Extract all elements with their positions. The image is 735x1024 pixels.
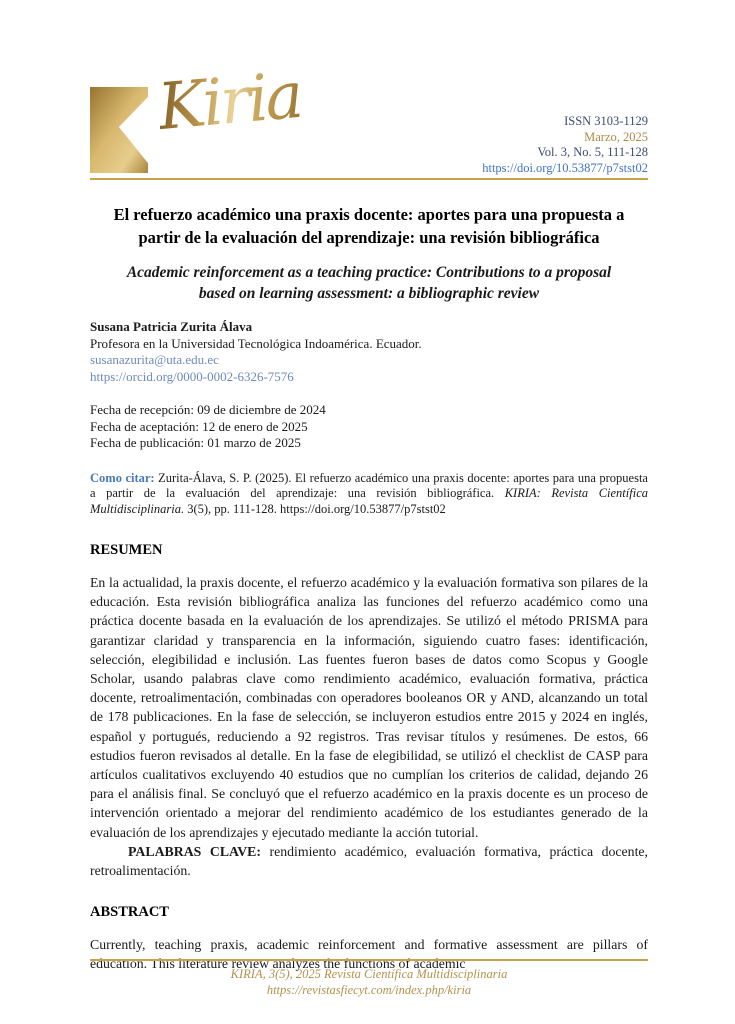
keywords-paragraph (90, 842, 648, 880)
publication-date: Fecha de publicación: 01 marzo de 2025 (90, 435, 301, 450)
author-email-link[interactable]: susanazurita@uta.edu.ec (90, 352, 219, 367)
reception-date: Fecha de recepción: 09 de diciembre de 2024 (90, 402, 326, 417)
author-orcid-link[interactable]: https://orcid.org/0000-0002-6326-7576 (90, 368, 294, 384)
author-block (90, 319, 648, 385)
footer-url-link[interactable]: https://revistasfiecyt.com/index.php/kiria (266, 983, 472, 997)
kiria-logo-mark-icon (90, 87, 148, 173)
journal-header (90, 58, 648, 178)
issue-date: Marzo, 2025 (584, 129, 648, 144)
author-name: Susana Patricia Zurita Álava (90, 319, 253, 334)
keywords-label: PALABRAS CLAVE: (128, 843, 261, 859)
abstract-paragraph: Currently, teaching praxis, academic reinforcement and formative assessment are pillars of education. This literature review analyzes the functions of academic (90, 937, 648, 972)
article-title-spanish: El refuerzo académico una praxis docente: aportes para una propuesta a partir de la evaluación del aprendizaje: una revisión bibliográfica (113, 205, 625, 247)
citation-tail: 3(5), pp. 111-128. https://doi.org/10.53877/p7stst02 (184, 502, 446, 517)
citation-text: Zurita-Álava, S. P. (2025). El refuerzo académico una praxis docente: aportes para una propuesta a partir de la evaluación del aprendizaje: una revisión bibliográfica. (90, 470, 648, 501)
kiria-logo-text: Kiria (155, 58, 304, 146)
citation-label: Como citar: (90, 470, 155, 485)
issn-label: ISSN 3103-1129 (564, 114, 648, 128)
doi-link[interactable]: https://doi.org/10.53877/p7stst02 (482, 160, 648, 175)
citation-journal-name: KIRIA: Revista Científica Multidisciplinaria. (90, 486, 649, 517)
citation-block (90, 471, 648, 518)
dates-block (90, 402, 648, 452)
volume-info: Vol. 3, No. 5, 111-128 (537, 145, 648, 159)
article-title-english: Academic reinforcement as a teaching practice: Contributions to a proposal based on learning assessment: a bibliographic review (126, 264, 612, 302)
keywords-list: rendimiento académico, evaluación formativa, práctica docente, retroalimentación. (90, 843, 648, 878)
abstract-heading: ABSTRACT (90, 904, 169, 921)
journal-meta (482, 114, 648, 176)
acceptance-date: Fecha de aceptación: 12 de enero de 2025 (90, 418, 308, 434)
resumen-heading: RESUMEN (90, 541, 163, 558)
author-affiliation: Profesora en la Universidad Tecnológica Indoamérica. Ecuador. (90, 335, 422, 351)
header-divider (90, 178, 648, 180)
kiria-logo (90, 58, 304, 173)
footer-journal-line: KIRIA, 3(5), 2025 Revista Científica Multidisciplinaria (230, 967, 508, 981)
resumen-paragraph: En la actualidad, la praxis docente, el refuerzo académico y la evaluación formativa son pilares de la educación. Esta revisión bibliográfica analiza las funciones del refuerzo académico como una práctica docente basada en la evaluación de los aprendizajes. Se utilizó el método PRISMA para garantizar claridad y transparencia en la información, siguiendo cuatro fases: identificación, selección, elegibilidad e inclusión. Las fuentes fueron bases de datos como Scopus y Google Scholar, usando palabras clave como rendimiento académico, evaluación formativa, práctica docente, retroalimentación, combinadas con operadores booleanos OR y AND, alcanzando un total de 178 publicaciones. En la fase de selección, se incluyeron estudios entre 2015 y 2024 en inglés, español y portugués, reduciendo a 92 registros. Tras revisar títulos y resúmenes. De estos, 66 estudios fueron revisados al detalle. En la fase de elegibilidad, se utilizó el checklist de CASP para artículos cualitativos excluyendo 40 estudios que no cumplían los criterios de calidad, dejando 26 para el análisis final. Se concluyó que el refuerzo académico en la praxis docente es un proceso de intervención orientado a mejorar del rendimiento académico de los estudiantes generado de la evaluación de los aprendizajes y ejecutado mediante la acción tutorial. (90, 574, 648, 840)
page-footer (90, 959, 648, 998)
